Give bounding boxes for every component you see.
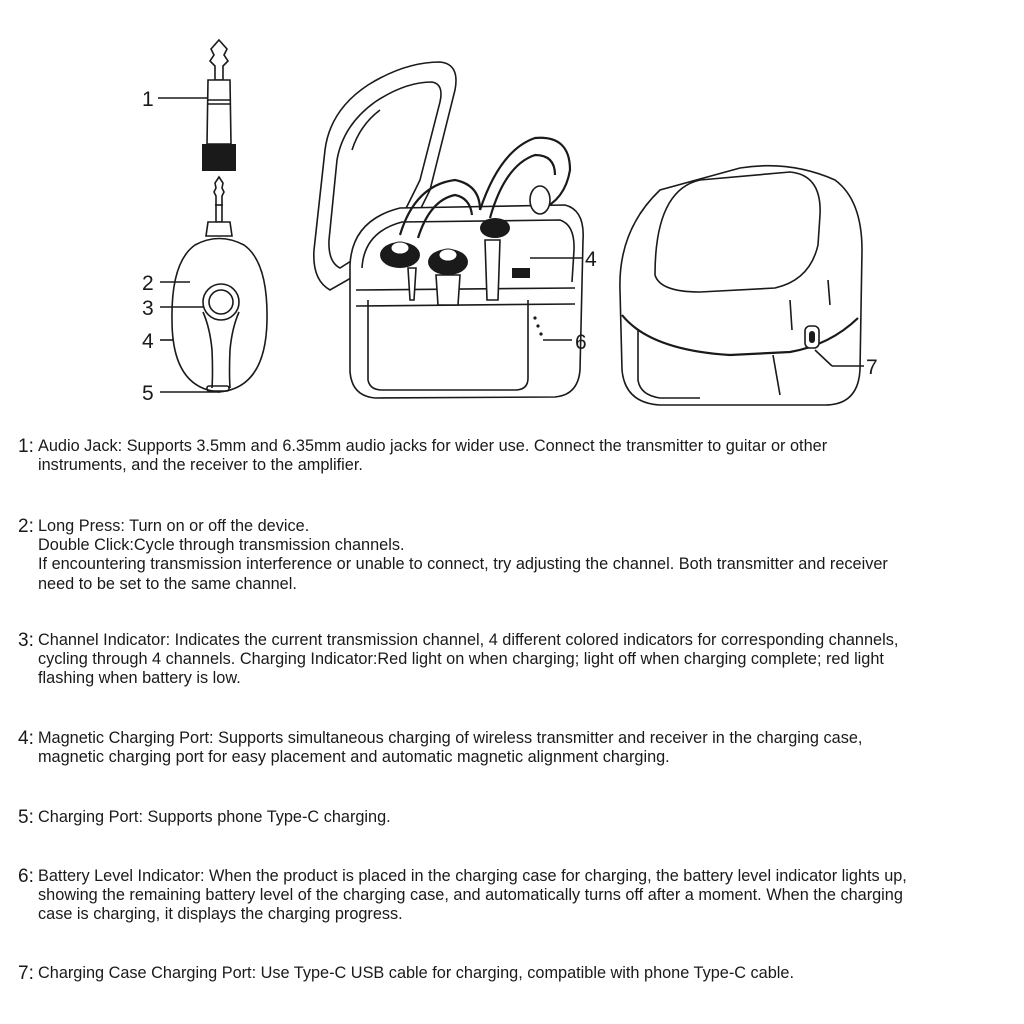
- callout-2: 2: [142, 272, 154, 295]
- item-line: need to be set to the same channel.: [38, 574, 297, 593]
- item-line: Long Press: Turn on or off the device.: [38, 517, 310, 535]
- closed-charging-case-illustration: [620, 166, 862, 405]
- item-line: Double Click:Cycle through transmission channels.: [38, 536, 405, 555]
- description-item-3: [18, 631, 1013, 689]
- item-number: 5:: [18, 807, 34, 828]
- callout-1: 1: [142, 88, 154, 111]
- item-number: 1:: [18, 436, 34, 457]
- item-number: 6:: [18, 866, 34, 887]
- item-number: 7:: [18, 963, 34, 984]
- item-line: Battery Level Indicator: When the product is placed in the charging case for charging, the battery level indicator lights up,: [38, 867, 907, 885]
- description-item-6: [18, 867, 1013, 925]
- item-line: Magnetic Charging Port: Supports simultaneous charging of wireless transmitter and receiver in the charging case,: [38, 729, 863, 747]
- open-charging-case-illustration: [314, 62, 583, 398]
- item-line: magnetic charging port for easy placement and automatic magnetic alignment charging.: [38, 748, 670, 767]
- item-line: instruments, and the receiver to the amplifier.: [38, 456, 363, 475]
- item-line: cycling through 4 channels. Charging Indicator:Red light on when charging; light off when charging complete; red light: [38, 650, 884, 669]
- item-line: Charging Case Charging Port: Use Type-C USB cable for charging, compatible with phone Type-C cable.: [38, 964, 794, 982]
- item-number: 3:: [18, 630, 34, 651]
- callout-4-case: 4: [585, 248, 597, 271]
- callout-7: 7: [866, 356, 878, 379]
- item-line: If encountering transmission interference or unable to connect, try adjusting the channel. Both transmitter and receiver: [38, 555, 888, 574]
- item-line: Charging Port: Supports phone Type-C charging.: [38, 808, 391, 826]
- callout-5: 5: [142, 382, 154, 405]
- description-item-5: [18, 808, 1013, 827]
- description-item-4: [18, 729, 1013, 767]
- description-item-2: [18, 517, 1013, 594]
- description-item-7: [18, 964, 1013, 983]
- transmitter-illustration: [172, 40, 267, 392]
- item-line: Channel Indicator: Indicates the current transmission channel, 4 different colored indicators for corresponding channels,: [38, 631, 899, 649]
- callout-3: 3: [142, 297, 154, 320]
- item-line: Audio Jack: Supports 3.5mm and 6.35mm audio jacks for wider use. Connect the transmitter to guitar or other: [38, 437, 828, 455]
- item-line: case is charging, it displays the charging progress.: [38, 905, 403, 924]
- product-diagram: [0, 0, 1024, 420]
- description-item-1: [18, 437, 1013, 475]
- item-line: flashing when battery is low.: [38, 669, 241, 688]
- callout-6: 6: [575, 331, 587, 354]
- item-line: showing the remaining battery level of the charging case, and automatically turns off after a moment. When the charging: [38, 886, 903, 905]
- callout-4-transmitter: 4: [142, 330, 154, 353]
- item-number: 2:: [18, 516, 34, 537]
- item-number: 4:: [18, 728, 34, 749]
